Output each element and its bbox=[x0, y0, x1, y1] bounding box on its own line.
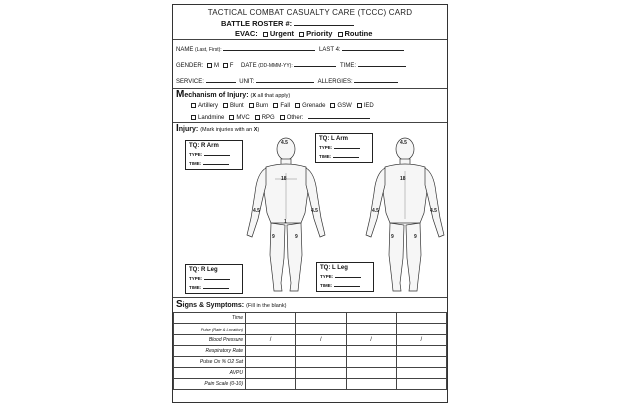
service-field[interactable] bbox=[206, 77, 236, 83]
vitals-cell[interactable] bbox=[396, 324, 446, 335]
vitals-label-time: Time bbox=[174, 313, 246, 324]
name-label: NAME bbox=[176, 47, 194, 53]
tq-left-leg-type-field[interactable] bbox=[335, 273, 361, 278]
back-left-leg-number: 9 bbox=[414, 234, 417, 240]
injury-heading: Injury: (Mark injuries with an X) bbox=[176, 123, 260, 134]
mechanism-ied-label: IED bbox=[363, 103, 374, 109]
tccc-card bbox=[172, 4, 448, 403]
vitals-label-avpu: AVPU bbox=[174, 368, 246, 379]
tq-left-leg-box: TQ: L Leg TYPE: TIME: bbox=[316, 262, 374, 292]
mechanism-blunt-label: Blunt bbox=[230, 103, 244, 109]
vitals-row-pain-scale-0-10 bbox=[174, 379, 447, 390]
vitals-row-time bbox=[174, 313, 447, 324]
mechanism-gsw-label: GSW bbox=[337, 103, 352, 109]
gender-m-checkbox[interactable] bbox=[207, 63, 212, 68]
vitals-row-respiratory-rate bbox=[174, 346, 447, 357]
back-left-arm-number: 4.5 bbox=[430, 208, 437, 214]
vitals-label-blood-pressure: Blood Pressure bbox=[174, 335, 246, 346]
front-groin-number: 1 bbox=[284, 219, 287, 225]
mechanism-option-rpg[interactable] bbox=[255, 114, 275, 122]
tq-right-arm-title: TQ: R Arm bbox=[189, 143, 219, 149]
tq-right-leg-type-field[interactable] bbox=[204, 275, 230, 280]
date-field[interactable] bbox=[294, 61, 336, 67]
vitals-cell[interactable]: / bbox=[246, 335, 296, 346]
tq-right-leg-box: TQ: R Leg TYPE: TIME: bbox=[185, 264, 243, 294]
vitals-cell[interactable] bbox=[346, 324, 396, 335]
evac-urgent-checkbox[interactable] bbox=[263, 32, 268, 37]
evac-routine-checkbox[interactable] bbox=[338, 32, 343, 37]
evac-urgent-label: Urgent bbox=[269, 29, 295, 38]
vitals-cell[interactable] bbox=[346, 313, 396, 324]
mechanism-landmine-checkbox[interactable] bbox=[191, 115, 196, 120]
vitals-cell[interactable] bbox=[296, 357, 346, 368]
mechanism-mvc-checkbox[interactable] bbox=[229, 115, 234, 120]
mechanism-landmine-label: Landmine bbox=[198, 115, 225, 121]
mechanism-rpg-checkbox[interactable] bbox=[255, 115, 260, 120]
mechanism-other-checkbox[interactable] bbox=[280, 115, 285, 120]
front-right-arm-number: 4.5 bbox=[253, 208, 260, 214]
gender-row bbox=[176, 61, 406, 70]
back-right-leg-number: 9 bbox=[391, 234, 394, 240]
front-body-figure bbox=[247, 138, 325, 291]
vitals-label-pain-scale-0-10: Pain Scale (0-10) bbox=[174, 379, 246, 390]
gender-f-label: F bbox=[229, 63, 234, 69]
service-row bbox=[176, 77, 398, 86]
tq-right-arm-time-field[interactable] bbox=[203, 160, 229, 165]
mechanism-artillery-label: Artillery bbox=[198, 103, 219, 109]
mechanism-option-fall[interactable] bbox=[273, 102, 290, 110]
mechanism-option-grenade[interactable] bbox=[295, 102, 325, 110]
vitals-cell[interactable] bbox=[396, 346, 446, 357]
tq-left-leg-title: TQ: L Leg bbox=[320, 265, 348, 271]
evac-priority-checkbox[interactable] bbox=[299, 32, 304, 37]
vitals-cell[interactable] bbox=[296, 346, 346, 357]
vitals-cell[interactable]: / bbox=[346, 335, 396, 346]
mechanism-other-field[interactable] bbox=[308, 113, 370, 119]
mechanism-option-ied[interactable] bbox=[357, 102, 374, 110]
tq-right-leg-time-field[interactable] bbox=[203, 284, 229, 289]
time-label: TIME: bbox=[340, 63, 357, 69]
back-torso-number: 18 bbox=[400, 176, 406, 182]
mechanism-grenade-label: Grenade bbox=[302, 103, 326, 109]
injury-section bbox=[173, 123, 447, 298]
mechanism-section bbox=[173, 89, 447, 123]
patient-fields bbox=[173, 40, 447, 89]
name-row bbox=[176, 45, 404, 54]
back-head-number: 4.5 bbox=[400, 140, 407, 146]
service-label: SERVICE: bbox=[176, 79, 204, 85]
allergies-field[interactable] bbox=[354, 77, 398, 83]
signs-hint: (Fill in the blank) bbox=[246, 303, 287, 309]
vitals-cell[interactable]: / bbox=[296, 335, 346, 346]
mechanism-option-blunt[interactable] bbox=[223, 102, 244, 110]
card-header bbox=[173, 5, 447, 40]
evac-routine-label: Routine bbox=[344, 29, 373, 38]
evac-row bbox=[235, 30, 372, 38]
battle-roster-label: BATTLE ROSTER #: bbox=[221, 19, 293, 28]
mechanism-other-label: Other: bbox=[286, 115, 304, 121]
mechanism-option-landmine[interactable] bbox=[191, 114, 224, 122]
gender-m-label: M bbox=[214, 63, 220, 69]
unit-field[interactable] bbox=[256, 77, 314, 83]
front-left-arm bbox=[306, 168, 325, 237]
mechanism-option-other[interactable] bbox=[280, 114, 304, 122]
vitals-cell[interactable] bbox=[346, 368, 396, 379]
mechanism-option-gsw[interactable] bbox=[330, 102, 351, 110]
vitals-cell[interactable] bbox=[296, 324, 346, 335]
front-head-number: 4.5 bbox=[281, 140, 288, 146]
front-torso-number: 18 bbox=[281, 176, 287, 182]
vitals-cell[interactable] bbox=[346, 379, 396, 390]
vitals-row-pulse-rate-location bbox=[174, 324, 447, 335]
mechanism-fall-label: Fall bbox=[280, 103, 291, 109]
mechanism-fall-checkbox[interactable] bbox=[273, 103, 278, 108]
vitals-label-pulse-ox-o2-sat: Pulse Ox % O2 Sat bbox=[174, 357, 246, 368]
vitals-row-blood-pressure bbox=[174, 335, 447, 346]
tq-right-arm-box: TQ: R Arm TYPE: TIME: bbox=[185, 140, 243, 170]
mechanism-hint: (X all that apply) bbox=[250, 93, 291, 99]
date-hint: (DD-MMM-YY): bbox=[258, 63, 293, 69]
mechanism-rpg-label: RPG bbox=[261, 115, 275, 121]
vitals-cell[interactable] bbox=[396, 313, 446, 324]
vitals-cell[interactable] bbox=[246, 346, 296, 357]
mechanism-blunt-checkbox[interactable] bbox=[223, 103, 228, 108]
front-left-arm-number: 4.5 bbox=[311, 208, 318, 214]
tq-left-arm-box: TQ: L Arm TYPE: TIME: bbox=[315, 133, 373, 163]
mechanism-options-row-2 bbox=[191, 113, 370, 122]
vitals-row-avpu bbox=[174, 368, 447, 379]
mechanism-heading: Mechanism of Injury: (X all that apply) bbox=[176, 89, 291, 100]
vitals-cell[interactable] bbox=[296, 368, 346, 379]
mechanism-option-burn[interactable] bbox=[249, 102, 269, 110]
injury-hint: (Mark injuries with an X) bbox=[200, 127, 260, 133]
vitals-cell[interactable] bbox=[396, 379, 446, 390]
last4-field[interactable] bbox=[342, 45, 404, 51]
mechanism-option-mvc[interactable] bbox=[229, 114, 249, 122]
gender-f-checkbox[interactable] bbox=[223, 63, 228, 68]
back-right-arm-number: 4.5 bbox=[372, 208, 379, 214]
name-hint: (Last, First): bbox=[195, 47, 222, 53]
signs-heading: Signs & Symptoms: (Fill in the blank) bbox=[176, 299, 287, 310]
time-field[interactable] bbox=[358, 61, 406, 67]
vitals-table bbox=[173, 312, 447, 390]
vitals-cell[interactable] bbox=[296, 313, 346, 324]
mechanism-burn-label: Burn bbox=[255, 103, 269, 109]
front-left-leg-number: 9 bbox=[295, 234, 298, 240]
back-right-arm bbox=[366, 168, 385, 237]
date-label: DATE bbox=[241, 63, 257, 69]
unit-label: UNIT: bbox=[239, 79, 255, 85]
allergies-label: ALLERGIES: bbox=[317, 79, 353, 85]
vitals-cell[interactable] bbox=[246, 313, 296, 324]
tq-left-arm-type-field[interactable] bbox=[334, 144, 360, 149]
tq-left-arm-time-field[interactable] bbox=[333, 153, 359, 158]
vitals-cell[interactable] bbox=[246, 368, 296, 379]
mechanism-burn-checkbox[interactable] bbox=[249, 103, 254, 108]
mechanism-ied-checkbox[interactable] bbox=[357, 103, 362, 108]
front-right-leg-number: 9 bbox=[272, 234, 275, 240]
vitals-cell[interactable] bbox=[246, 379, 296, 390]
vitals-label-respiratory-rate: Respiratory Rate bbox=[174, 346, 246, 357]
card-title: TACTICAL COMBAT CASUALTY CARE (TCCC) CARD bbox=[207, 8, 413, 17]
last4-label: LAST 4: bbox=[319, 47, 341, 53]
tq-left-leg-time-field[interactable] bbox=[334, 282, 360, 287]
evac-label: EVAC: bbox=[235, 29, 258, 38]
vitals-cell[interactable] bbox=[246, 357, 296, 368]
evac-priority-label: Priority bbox=[306, 29, 333, 38]
vitals-cell[interactable] bbox=[396, 368, 446, 379]
mechanism-grenade-checkbox[interactable] bbox=[295, 103, 300, 108]
tq-right-leg-title: TQ: R Leg bbox=[189, 267, 218, 273]
mechanism-options-row-1 bbox=[191, 102, 379, 110]
mechanism-artillery-checkbox[interactable] bbox=[191, 103, 196, 108]
vitals-cell[interactable] bbox=[346, 357, 396, 368]
front-right-arm bbox=[247, 168, 266, 237]
back-body-figure bbox=[366, 138, 444, 291]
mechanism-mvc-label: MVC bbox=[236, 115, 250, 121]
battle-roster-field[interactable] bbox=[294, 20, 354, 26]
vitals-label-pulse-rate-location: Pulse (Rate & Location) bbox=[174, 324, 246, 335]
battle-roster-row bbox=[221, 20, 354, 28]
vitals-cell[interactable] bbox=[246, 324, 296, 335]
vitals-cell[interactable]: / bbox=[396, 335, 446, 346]
gender-label: GENDER: bbox=[176, 63, 204, 69]
vitals-row-pulse-ox-o2-sat bbox=[174, 357, 447, 368]
mechanism-gsw-checkbox[interactable] bbox=[330, 103, 335, 108]
tq-left-arm-title: TQ: L Arm bbox=[319, 136, 349, 142]
vitals-cell[interactable] bbox=[346, 346, 396, 357]
name-field[interactable] bbox=[223, 45, 315, 51]
vitals-cell[interactable] bbox=[296, 379, 346, 390]
tq-right-arm-type-field[interactable] bbox=[204, 151, 230, 156]
mechanism-option-artillery[interactable] bbox=[191, 102, 218, 110]
back-left-arm bbox=[425, 168, 444, 237]
vitals-cell[interactable] bbox=[396, 357, 446, 368]
